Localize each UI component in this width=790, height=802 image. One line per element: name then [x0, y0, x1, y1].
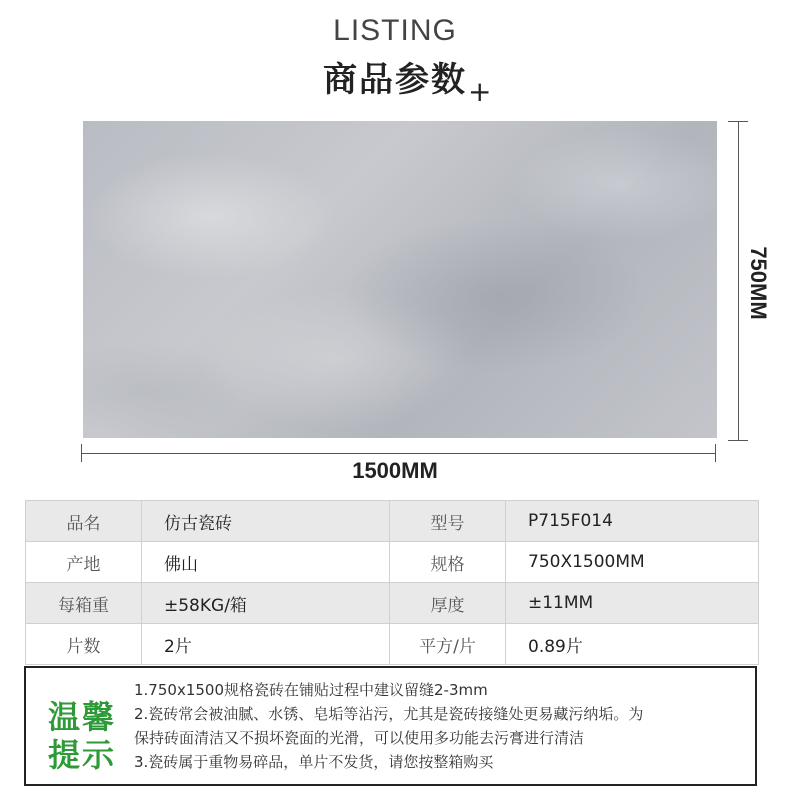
tips-heading [48, 698, 120, 774]
table-row [26, 501, 759, 542]
tips-heading-line2: 提示 [48, 736, 117, 774]
table-row [26, 624, 759, 665]
table-row [26, 542, 759, 583]
spec-label-origin: 产地 [26, 542, 142, 583]
spec-label-pieces: 片数 [26, 624, 142, 665]
spec-value-box-weight: ±58KG/箱 [142, 583, 390, 624]
listing-label: LISTING [333, 14, 457, 47]
spec-value-model: P715F014 [506, 501, 759, 542]
height-dimension-line [738, 122, 739, 440]
spec-label-box-weight: 每箱重 [26, 583, 142, 624]
height-dimension-cap-bottom [728, 440, 748, 441]
spec-label-size: 规格 [390, 542, 506, 583]
spec-label-thickness: 厚度 [390, 583, 506, 624]
spec-value-pieces: 2片 [142, 624, 390, 665]
spec-value-origin: 佛山 [142, 542, 390, 583]
width-dimension-line [81, 453, 715, 454]
tips-box [24, 666, 757, 786]
tip-line: 2.瓷砖常会被油腻、水锈、皂垢等沾污，尤其是瓷砖接缝处更易藏污纳垢。为 [134, 705, 644, 723]
spec-value-name: 仿古瓷砖 [142, 501, 390, 542]
tips-heading-line1: 温馨 [48, 698, 117, 736]
tile-product-image [83, 121, 717, 438]
spec-value-thickness: ±11MM [506, 583, 759, 624]
spec-value-area-per-piece: 0.89片 [506, 624, 759, 665]
spec-label-area-per-piece: 平方/片 [390, 624, 506, 665]
spec-value-size: 750X1500MM [506, 542, 759, 583]
spec-table [25, 500, 759, 665]
width-dimension-label: 1500MM [352, 458, 438, 483]
height-dimension-cap-top [728, 121, 748, 122]
plus-icon: + [468, 75, 492, 108]
tip-line: 1.750x1500规格瓷砖在铺贴过程中建议留缝2-3mm [134, 681, 488, 699]
spec-label-model: 型号 [390, 501, 506, 542]
tip-line: 保持砖面清洁又不损坏瓷面的光滑，可以使用多功能去污膏进行清洁 [134, 729, 585, 747]
table-row [26, 583, 759, 624]
tip-line: 3.瓷砖属于重物易碎品，单片不发货，请您按整箱购买 [134, 753, 494, 771]
height-dimension-label: 750MM [746, 246, 771, 320]
tips-list [134, 678, 746, 774]
page-title: 商品参数 [323, 60, 467, 100]
spec-label-name: 品名 [26, 501, 142, 542]
